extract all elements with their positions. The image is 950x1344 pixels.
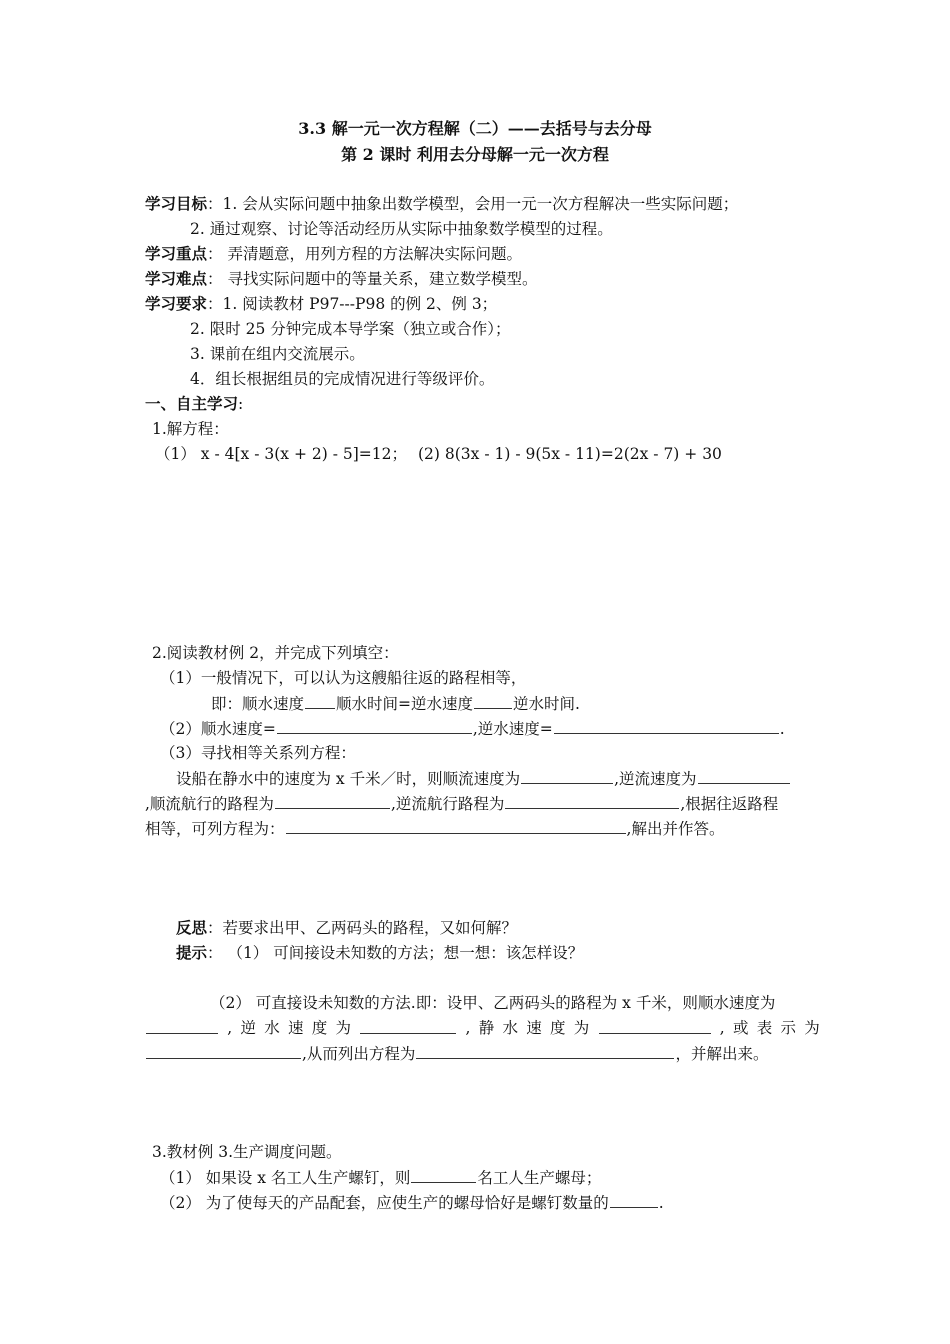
row2-char: , xyxy=(465,1019,471,1037)
q2-part3-line1 xyxy=(176,768,791,789)
row2-char: 表 xyxy=(756,1019,773,1037)
q2-text-a: 即：顺水速度 xyxy=(211,695,305,713)
blank-nut-workers[interactable] xyxy=(411,1167,476,1183)
reflection-label: 反思 xyxy=(176,918,208,937)
row2-char: 速 xyxy=(526,1019,542,1037)
q3-label: 3.教材例 3.生产调度问题。 xyxy=(152,1143,342,1161)
q2-text-b: 顺水时间=逆水速度 xyxy=(336,695,474,713)
row2-char: 为 xyxy=(804,1019,820,1037)
row2-char: 示 xyxy=(780,1019,797,1037)
objectives-label: 学习目标 xyxy=(145,194,208,213)
blank-equation-2[interactable] xyxy=(416,1043,674,1059)
q2-p3c-text-a: 相等，可列方程为： xyxy=(145,820,285,838)
q3-part2 xyxy=(160,1192,664,1213)
requirements-line1 xyxy=(145,294,497,314)
requirements-item4: 4．组长根据组员的完成情况进行等级评价。 xyxy=(190,370,495,388)
objectives-line1 xyxy=(145,194,738,214)
q2-p3b-text-a: ,顺流航行的路程为 xyxy=(145,795,274,813)
q1-equation2: (2) 8(3x - 1) - 9(5x - 11)=2(2x - 7) + 30 xyxy=(418,445,722,463)
q1-label: 1.解方程： xyxy=(152,420,229,438)
page-title: 3.3 解一元一次方程解（二）——去括号与去分母 xyxy=(298,119,652,138)
q2-p3-text-a: 设船在静水中的速度为 x 千米／时，则顺流速度为 xyxy=(176,770,521,788)
key-point-label: 学习重点 xyxy=(145,244,208,263)
q3-p1-text-b: 名工人生产螺母； xyxy=(477,1169,602,1187)
difficulty-text: ： 寻找实际问题中的等量关系，建立数学模型。 xyxy=(207,270,538,288)
key-point-text: ： 弄清题意，用列方程的方法解决实际问题。 xyxy=(207,245,522,263)
q3-p1-text-a: （1） 如果设 x 名工人生产螺钉，则 xyxy=(160,1169,411,1187)
q2-part3-line3 xyxy=(145,818,724,839)
hint-row2-justified xyxy=(145,1018,820,1038)
hint-part2-row3 xyxy=(145,1043,768,1064)
blank-operator-2[interactable] xyxy=(474,693,512,709)
row2-char: 速 xyxy=(287,1019,304,1037)
requirements-item3: 3. 课前在组内交流展示。 xyxy=(190,345,365,363)
blank-still-water-speed-alt[interactable] xyxy=(146,1043,301,1059)
q2-text-c: 逆水时间. xyxy=(513,695,580,713)
blank-upstream-speed-x[interactable] xyxy=(698,768,790,784)
row2-char: 为 xyxy=(335,1019,352,1037)
difficulty xyxy=(145,269,537,289)
blank-upstream-distance[interactable] xyxy=(505,793,679,809)
blank-ratio[interactable] xyxy=(610,1192,658,1208)
blank-downstream-distance[interactable] xyxy=(275,793,390,809)
blank-still-water-speed[interactable] xyxy=(599,1018,711,1034)
row2-char: , xyxy=(227,1019,233,1037)
section1-heading xyxy=(145,394,243,414)
q2-p3b-text-c: ,根据往返路程 xyxy=(680,795,779,813)
q2-p2-text-c: . xyxy=(779,720,785,738)
requirements-label: 学习要求 xyxy=(145,294,208,313)
q2-part2 xyxy=(160,718,785,739)
q3-p2-text-b: . xyxy=(658,1194,664,1212)
requirements-item2: 2. 限时 25 分钟完成本导学案（独立或合作）； xyxy=(190,320,511,338)
q2-part1-fill xyxy=(211,693,580,714)
row2-char: 水 xyxy=(264,1019,280,1037)
row2-char: 度 xyxy=(550,1019,566,1037)
hint xyxy=(176,943,583,963)
row2-char: 静 xyxy=(478,1019,495,1037)
objectives-item2: 2. 通过观察、讨论等活动经历从实际中抽象数学模型的过程。 xyxy=(190,220,613,238)
q3-part1 xyxy=(160,1167,601,1188)
blank-downstream-speed-x[interactable] xyxy=(521,768,613,784)
blank-downstream-speed[interactable] xyxy=(277,718,472,734)
row2-char: 水 xyxy=(502,1019,518,1037)
row2-char: 为 xyxy=(573,1019,590,1037)
q2-p3b-text-b: ,逆流航行路程为 xyxy=(390,795,505,813)
q2-p3-text-b: ,逆流速度为 xyxy=(614,770,697,788)
hint-part2-row2 xyxy=(145,1018,820,1038)
q3-p2-text-a: （2） 为了使每天的产品配套，应使生产的螺母恰好是螺钉数量的 xyxy=(160,1194,609,1212)
row2-char: 度 xyxy=(311,1019,328,1037)
row2-char: 逆 xyxy=(240,1019,256,1037)
blank-equation[interactable] xyxy=(286,818,626,834)
blank-upstream-speed-2[interactable] xyxy=(360,1018,456,1034)
row2-char: 或 xyxy=(732,1019,749,1037)
q2-part3: （3）寻找相等关系列方程： xyxy=(160,744,356,762)
q2-part1: （1）一般情况下，可以认为这艘船往返的路程相等， xyxy=(160,669,527,687)
section1-heading-text: 一、自主学习 xyxy=(145,394,239,413)
q1-equation1: （1） x - 4[x - 3(x + 2) - 5]=12； xyxy=(155,445,407,463)
blank-operator-1[interactable] xyxy=(305,693,335,709)
q2-p2-text-a: （2）顺水速度= xyxy=(160,720,276,738)
blank-upstream-speed[interactable] xyxy=(554,718,779,734)
difficulty-label: 学习难点 xyxy=(145,269,208,288)
objectives-item1: ：1. 会从实际问题中抽象出数学模型，会用一元一次方程解决一些实际问题； xyxy=(207,195,739,213)
q2-p3c-text-b: ,解出并作答。 xyxy=(626,820,725,838)
hint-part2: （2） 可直接设未知数的方法.即：设甲、乙两码头的路程为 x 千米，则顺水速度为 xyxy=(210,994,776,1012)
q2-label: 2.阅读教材例 2，并完成下列填空： xyxy=(152,644,399,662)
q2-part3-line2 xyxy=(145,793,778,814)
hint-row3-text-a: ,从而列出方程为 xyxy=(302,1045,416,1063)
hint-row3-text-b: ，并解出来。 xyxy=(675,1045,769,1063)
hint-text: ： （1） 可间接设未知数的方法；想一想：该怎样设？ xyxy=(207,944,584,962)
page-subtitle: 第 2 课时 利用去分母解一元一次方程 xyxy=(341,145,609,164)
reflection xyxy=(176,918,517,938)
key-point xyxy=(145,244,522,264)
q2-p2-text-b: ,逆水速度= xyxy=(472,720,553,738)
hint-label: 提示 xyxy=(176,943,208,962)
blank-downstream-speed-2[interactable] xyxy=(146,1018,218,1034)
reflection-text: ：若要求出甲、乙两码头的路程，又如何解？ xyxy=(207,919,518,937)
requirements-item1: ：1. 阅读教材 P97---P98 的例 2、例 3； xyxy=(207,295,498,313)
section1-heading-colon: : xyxy=(238,395,244,413)
row2-char: , xyxy=(719,1019,725,1037)
